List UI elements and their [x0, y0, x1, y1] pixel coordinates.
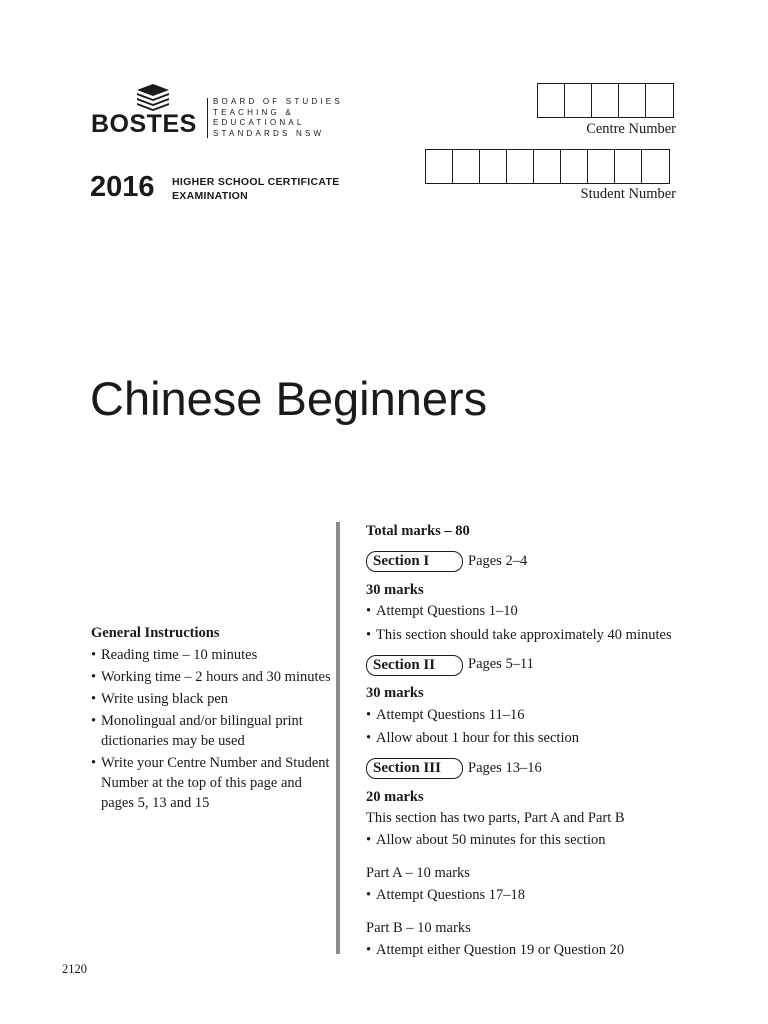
student-number-boxes[interactable] [425, 149, 670, 184]
general-instructions [91, 623, 331, 815]
list-item: • Attempt Questions 11–16 [366, 705, 726, 727]
part-b-list [366, 940, 726, 962]
general-instructions-heading: General Instructions [91, 625, 220, 641]
sections-overview [366, 521, 726, 963]
section-2-list [366, 705, 726, 750]
section-3-intro: This section has two parts, Part A and Part B [366, 810, 625, 826]
exam-name [172, 175, 340, 203]
list-item: • This section should take approximately 40 minutes [366, 625, 726, 647]
list-item: • Monolingual and/or bilingual print dictionaries may be used [91, 711, 331, 751]
digit-box[interactable] [507, 150, 534, 183]
student-number-label: Student Number [580, 186, 676, 202]
stacked-books-icon [133, 82, 173, 112]
digit-box[interactable] [480, 150, 507, 183]
paper-code: 2120 [62, 962, 87, 976]
section-3-header [366, 758, 726, 780]
digit-box[interactable] [592, 84, 619, 117]
section-1-marks: 30 marks [366, 581, 424, 598]
column-divider [336, 522, 340, 954]
section-3-marks: 20 marks [366, 788, 424, 805]
list-item: • Allow about 1 hour for this section [366, 728, 726, 750]
logo-line: EDUCATIONAL [213, 118, 305, 127]
list-item: • Write your Centre Number and Student Number at the top of this page and pages 5, 13 and 15 [91, 753, 331, 813]
section-3-pages: Pages 13–16 [468, 759, 542, 776]
section-1-header [366, 551, 726, 573]
total-marks: Total marks – 80 [366, 523, 470, 539]
digit-box[interactable] [646, 84, 673, 117]
exam-name-line2: EXAMINATION [172, 190, 249, 202]
logo-line: TEACHING & [213, 107, 294, 117]
list-item: • Working time – 2 hours and 30 minutes [91, 667, 331, 687]
page-title: Chinese Beginners [90, 372, 488, 425]
list-item: • Write using black pen [91, 689, 331, 709]
logo-divider [207, 98, 208, 138]
section-3-list [366, 830, 726, 852]
list-item: • Attempt either Question 19 or Question 20 [366, 940, 726, 962]
digit-box[interactable] [453, 150, 480, 183]
section-2-pages: Pages 5–11 [468, 656, 534, 673]
section-2-header [366, 654, 726, 676]
digit-box[interactable] [619, 84, 646, 117]
part-b-label: Part B – 10 marks [366, 920, 471, 936]
digit-box[interactable] [615, 150, 642, 183]
logo-text [213, 97, 343, 139]
centre-number-label: Centre Number [586, 121, 676, 137]
digit-box[interactable] [534, 150, 561, 183]
logo-line: STANDARDS NSW [213, 128, 325, 138]
section-3-tag: Section III [366, 758, 463, 779]
general-instructions-list [91, 645, 331, 813]
exam-name-line1: HIGHER SCHOOL CERTIFICATE [172, 176, 340, 188]
section-1-pages: Pages 2–4 [468, 552, 528, 569]
list-item: • Reading time – 10 minutes [91, 645, 331, 665]
part-a-list [366, 885, 726, 907]
list-item: • Attempt Questions 17–18 [366, 885, 726, 907]
logo-wordmark: BOSTES [91, 110, 197, 138]
digit-box[interactable] [538, 84, 565, 117]
exam-year: 2016 [90, 171, 155, 203]
digit-box[interactable] [565, 84, 592, 117]
section-1-list [366, 601, 726, 646]
digit-box[interactable] [426, 150, 453, 183]
section-2-marks: 30 marks [366, 685, 424, 701]
list-item: • Attempt Questions 1–10 [366, 601, 726, 623]
logo-line: BOARD OF STUDIES [213, 97, 343, 106]
centre-number-boxes[interactable] [537, 83, 674, 118]
part-a-label: Part A – 10 marks [366, 865, 470, 881]
digit-box[interactable] [588, 150, 615, 183]
section-1-tag: Section I [366, 551, 463, 572]
digit-box[interactable] [561, 150, 588, 183]
list-item: • Allow about 50 minutes for this section [366, 830, 726, 852]
digit-box[interactable] [642, 150, 669, 183]
section-2-tag: Section II [366, 655, 463, 676]
